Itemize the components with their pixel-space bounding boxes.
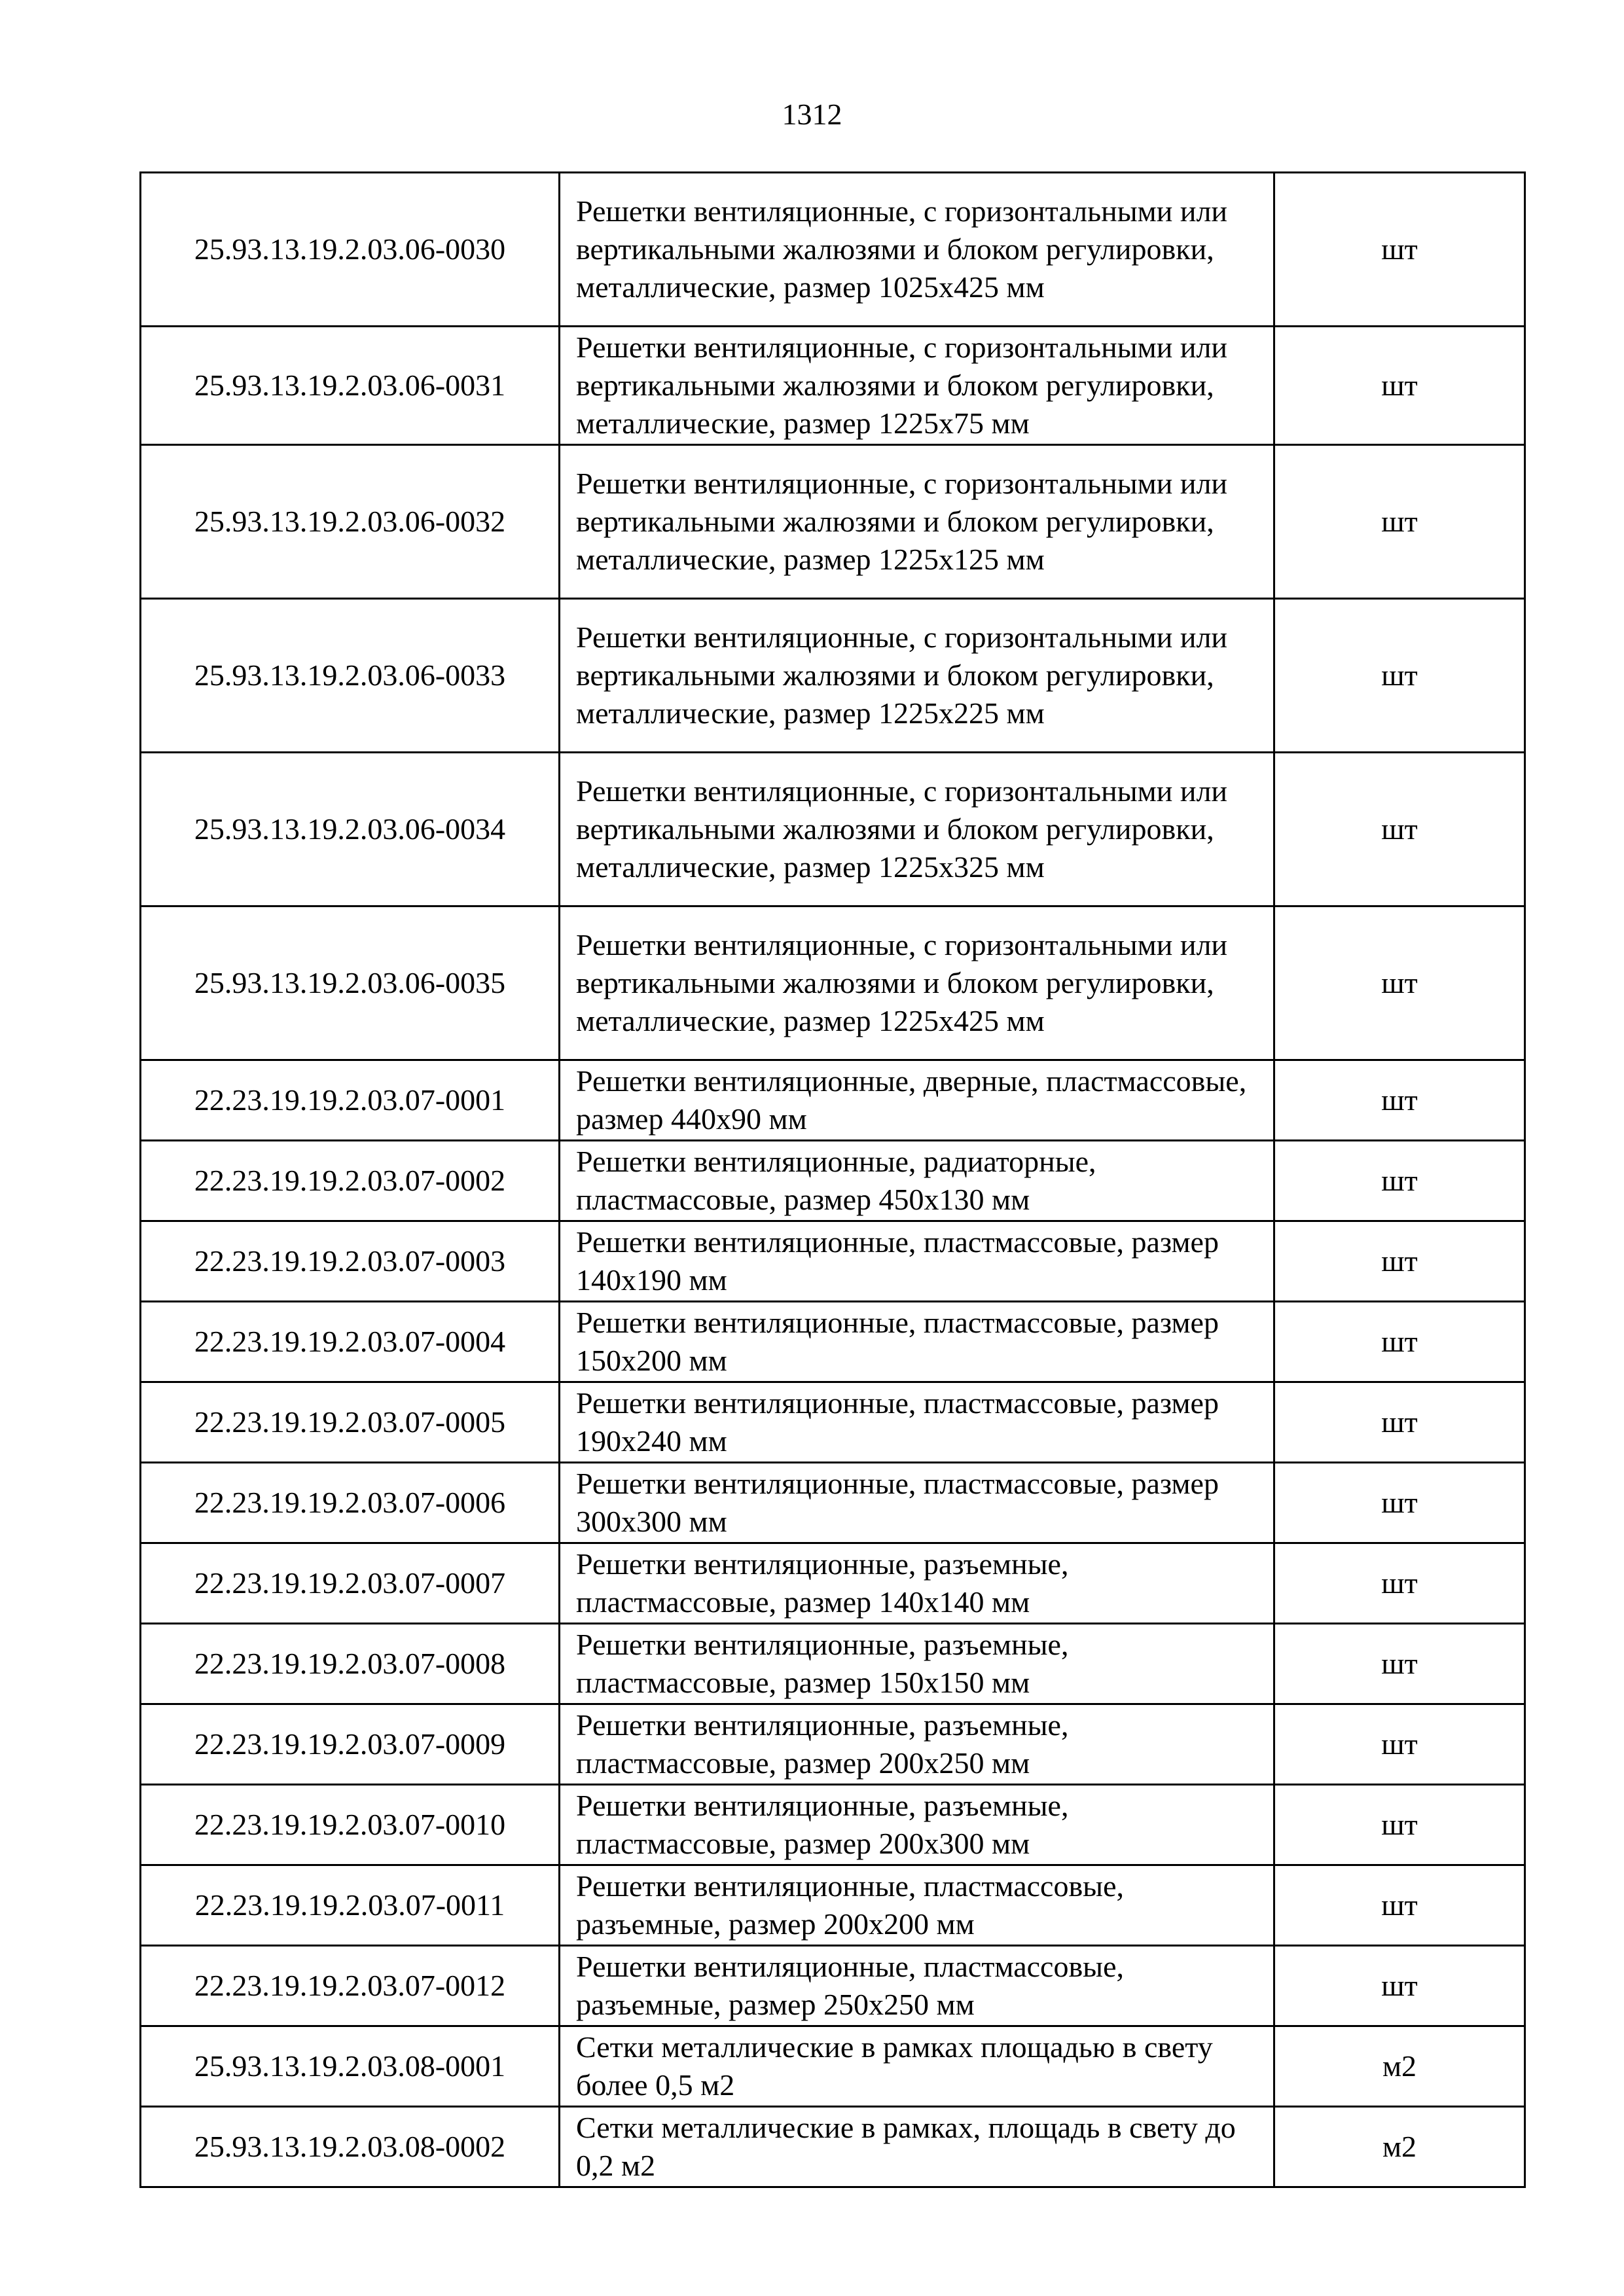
resource-code: 25.93.13.19.2.03.06-0032 (141, 445, 560, 599)
resource-description: Сетки металлические в рамках, площадь в свету до 0,2 м2 (560, 2107, 1274, 2187)
resource-description: Решетки вентиляционные, с горизонтальными или вертикальными жалюзями и блоком регулировки, металлические, размер 1225х425 мм (560, 906, 1274, 1060)
resource-code: 22.23.19.19.2.03.07-0010 (141, 1785, 560, 1865)
resource-description: Решетки вентиляционные, пластмассовые, размер 190х240 мм (560, 1382, 1274, 1463)
resource-unit: шт (1274, 906, 1525, 1060)
table-row (141, 1221, 1525, 1302)
table-row (141, 1060, 1525, 1141)
resource-code: 22.23.19.19.2.03.07-0009 (141, 1704, 560, 1785)
resource-description: Решетки вентиляционные, с горизонтальными или вертикальными жалюзями и блоком регулировки, металлические, размер 1025х425 мм (560, 173, 1274, 327)
resource-unit: шт (1274, 1221, 1525, 1302)
resource-code: 25.93.13.19.2.03.06-0030 (141, 173, 560, 327)
resource-description: Решетки вентиляционные, разъемные, пластмассовые, размер 200х300 мм (560, 1785, 1274, 1865)
table-row (141, 906, 1525, 1060)
table-row (141, 1785, 1525, 1865)
table-row (141, 1382, 1525, 1463)
table-row (141, 599, 1525, 753)
resource-code: 22.23.19.19.2.03.07-0005 (141, 1382, 560, 1463)
resource-unit: шт (1274, 1141, 1525, 1221)
resource-code: 22.23.19.19.2.03.07-0003 (141, 1221, 560, 1302)
resource-description: Решетки вентиляционные, разъемные, пластмассовые, размер 150х150 мм (560, 1624, 1274, 1704)
table-row (141, 1946, 1525, 2026)
resource-unit: шт (1274, 1624, 1525, 1704)
resource-code: 25.93.13.19.2.03.06-0033 (141, 599, 560, 753)
resource-code: 25.93.13.19.2.03.06-0035 (141, 906, 560, 1060)
resource-description: Решетки вентиляционные, пластмассовые, разъемные, размер 250х250 мм (560, 1946, 1274, 2026)
table-row (141, 1141, 1525, 1221)
table-row (141, 1463, 1525, 1543)
resource-code: 25.93.13.19.2.03.08-0001 (141, 2026, 560, 2107)
resource-unit: шт (1274, 1946, 1525, 2026)
resource-code: 22.23.19.19.2.03.07-0007 (141, 1543, 560, 1624)
resource-unit: шт (1274, 599, 1525, 753)
table-row (141, 1302, 1525, 1382)
table-row (141, 2026, 1525, 2107)
table-row (141, 445, 1525, 599)
resource-description: Решетки вентиляционные, радиаторные, пластмассовые, размер 450х130 мм (560, 1141, 1274, 1221)
resource-unit: шт (1274, 173, 1525, 327)
resource-code: 22.23.19.19.2.03.07-0006 (141, 1463, 560, 1543)
table-row (141, 1543, 1525, 1624)
resource-description: Решетки вентиляционные, пластмассовые, размер 300х300 мм (560, 1463, 1274, 1543)
table-row (141, 173, 1525, 327)
table-row (141, 327, 1525, 445)
table-row (141, 1624, 1525, 1704)
resource-code: 22.23.19.19.2.03.07-0011 (141, 1865, 560, 1946)
resource-unit: шт (1274, 1543, 1525, 1624)
resource-unit: шт (1274, 753, 1525, 906)
resource-unit: шт (1274, 1060, 1525, 1141)
resource-unit: шт (1274, 1302, 1525, 1382)
resource-unit: м2 (1274, 2026, 1525, 2107)
table-row (141, 1704, 1525, 1785)
resource-code: 22.23.19.19.2.03.07-0008 (141, 1624, 560, 1704)
page-number: 1312 (782, 98, 842, 131)
resource-description: Сетки металлические в рамках площадью в свету более 0,5 м2 (560, 2026, 1274, 2107)
resource-description: Решетки вентиляционные, дверные, пластмассовые, размер 440х90 мм (560, 1060, 1274, 1141)
resource-table (139, 171, 1526, 2188)
resource-description: Решетки вентиляционные, с горизонтальными или вертикальными жалюзями и блоком регулировки, металлические, размер 1225х125 мм (560, 445, 1274, 599)
resource-description: Решетки вентиляционные, с горизонтальными или вертикальными жалюзями и блоком регулировки, металлические, размер 1225х75 мм (560, 327, 1274, 445)
resource-code: 25.93.13.19.2.03.06-0031 (141, 327, 560, 445)
table-row (141, 753, 1525, 906)
resource-unit: шт (1274, 1785, 1525, 1865)
resource-unit: шт (1274, 445, 1525, 599)
table-row (141, 2107, 1525, 2187)
resource-description: Решетки вентиляционные, разъемные, пластмассовые, размер 200х250 мм (560, 1704, 1274, 1785)
resource-description: Решетки вентиляционные, с горизонтальными или вертикальными жалюзями и блоком регулировки, металлические, размер 1225х225 мм (560, 599, 1274, 753)
resource-unit: м2 (1274, 2107, 1525, 2187)
resource-unit: шт (1274, 327, 1525, 445)
resource-description: Решетки вентиляционные, разъемные, пластмассовые, размер 140х140 мм (560, 1543, 1274, 1624)
resource-description: Решетки вентиляционные, с горизонтальными или вертикальными жалюзями и блоком регулировки, металлические, размер 1225х325 мм (560, 753, 1274, 906)
resource-description: Решетки вентиляционные, пластмассовые, размер 140х190 мм (560, 1221, 1274, 1302)
resource-unit: шт (1274, 1463, 1525, 1543)
resource-description: Решетки вентиляционные, пластмассовые, размер 150х200 мм (560, 1302, 1274, 1382)
resource-code: 22.23.19.19.2.03.07-0012 (141, 1946, 560, 2026)
resource-code: 22.23.19.19.2.03.07-0004 (141, 1302, 560, 1382)
resource-code: 22.23.19.19.2.03.07-0001 (141, 1060, 560, 1141)
resource-unit: шт (1274, 1382, 1525, 1463)
resource-code: 25.93.13.19.2.03.08-0002 (141, 2107, 560, 2187)
table-row (141, 1865, 1525, 1946)
resource-code: 22.23.19.19.2.03.07-0002 (141, 1141, 560, 1221)
resource-code: 25.93.13.19.2.03.06-0034 (141, 753, 560, 906)
resource-unit: шт (1274, 1865, 1525, 1946)
resource-description: Решетки вентиляционные, пластмассовые, разъемные, размер 200х200 мм (560, 1865, 1274, 1946)
resource-unit: шт (1274, 1704, 1525, 1785)
